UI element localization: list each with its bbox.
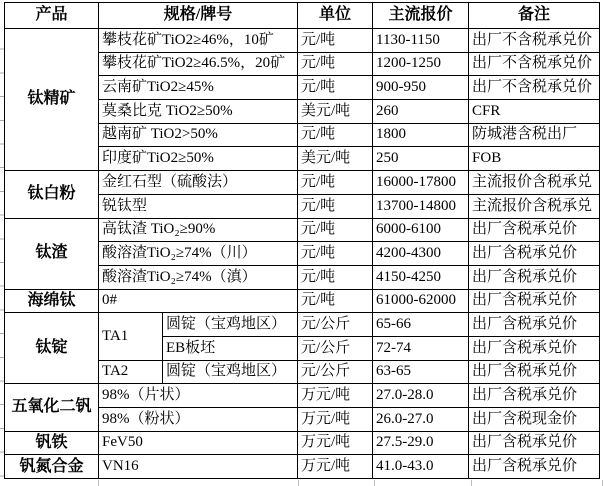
note-cell: 出厂含税承兑价 bbox=[469, 455, 600, 479]
unit-cell: 万元/吨 bbox=[298, 455, 373, 479]
unit-cell: 美元/吨 bbox=[298, 100, 373, 124]
spec-cell: 印度矿TiO2≥50% bbox=[99, 147, 298, 171]
unit-cell: 元/吨 bbox=[298, 171, 373, 195]
product-group-cell: 钛白粉 bbox=[5, 171, 99, 218]
price-cell: 6000-6100 bbox=[373, 218, 469, 242]
table-row bbox=[5, 431, 600, 455]
unit-cell: 元/公斤 bbox=[298, 313, 373, 337]
note-cell: 出厂含税承兑价 bbox=[469, 218, 600, 242]
spec-cell: 高钛渣 TiO₂≥90% bbox=[99, 218, 298, 242]
spec-cell: 攀枝花矿TiO2≥46%，10矿 bbox=[99, 29, 298, 53]
price-cell: 72-74 bbox=[373, 336, 469, 360]
spec-cell: 0# bbox=[99, 289, 298, 313]
col-header-product: 产品 bbox=[5, 3, 99, 29]
unit-cell: 元/吨 bbox=[298, 123, 373, 147]
excel-gridline-bottom-stubs bbox=[4, 480, 603, 486]
note-cell: 出厂含税承兑价 bbox=[469, 242, 600, 266]
unit-cell: 元/公斤 bbox=[298, 360, 373, 384]
spec-form-cell: 圆锭（宝鸡地区） bbox=[163, 360, 298, 384]
price-cell: 1130-1150 bbox=[373, 29, 469, 53]
price-cell: 61000-62000 bbox=[373, 289, 469, 313]
spec-cell: 云南矿TiO2≥45% bbox=[99, 76, 298, 100]
price-cell: 900-950 bbox=[373, 76, 469, 100]
spec-cell: FeV50 bbox=[99, 431, 298, 455]
unit-cell: 元/吨 bbox=[298, 265, 373, 289]
price-cell: 26.0-27.0 bbox=[373, 408, 469, 432]
price-cell: 260 bbox=[373, 100, 469, 124]
spec-cell: 越南矿 TiO2>50% bbox=[99, 123, 298, 147]
note-cell: 出厂不含税承兑价 bbox=[469, 76, 600, 100]
table-row bbox=[5, 455, 600, 479]
product-group-cell: 钒氮合金 bbox=[5, 455, 99, 479]
spec-cell: 攀枝花矿TiO2≥46.5%，20矿 bbox=[99, 52, 298, 76]
unit-cell: 元/吨 bbox=[298, 218, 373, 242]
note-cell: 出厂含税承兑价 bbox=[469, 289, 600, 313]
product-group-cell: 钛锭 bbox=[5, 313, 99, 384]
unit-cell: 元/吨 bbox=[298, 52, 373, 76]
table-row bbox=[5, 171, 600, 195]
note-cell: 防城港含税出厂 bbox=[469, 123, 600, 147]
price-cell: 27.5-29.0 bbox=[373, 431, 469, 455]
spec-form-cell: 圆锭（宝鸡地区） bbox=[163, 313, 298, 337]
table-header-row bbox=[5, 3, 600, 29]
table-row bbox=[5, 29, 600, 53]
unit-cell: 元/公斤 bbox=[298, 336, 373, 360]
price-cell: 41.0-43.0 bbox=[373, 455, 469, 479]
spec-cell: 酸溶渣TiO₂≥74%（滇） bbox=[99, 265, 298, 289]
spec-form-cell: EB板坯 bbox=[163, 336, 298, 360]
unit-cell: 万元/吨 bbox=[298, 431, 373, 455]
price-cell: 27.0-28.0 bbox=[373, 384, 469, 408]
price-cell: 1800 bbox=[373, 123, 469, 147]
price-cell: 4150-4250 bbox=[373, 265, 469, 289]
spec-cell: 98%（片状） bbox=[99, 384, 298, 408]
spec-grade-cell: TA1 bbox=[99, 313, 163, 360]
unit-cell: 美元/吨 bbox=[298, 147, 373, 171]
note-cell: 出厂含税承兑价 bbox=[469, 360, 600, 384]
price-cell: 250 bbox=[373, 147, 469, 171]
note-cell: 出厂含税现金价 bbox=[469, 408, 600, 432]
table-row bbox=[5, 313, 600, 337]
note-cell: 主流报价含税承兑 bbox=[469, 194, 600, 218]
price-cell: 63-65 bbox=[373, 360, 469, 384]
price-cell: 4200-4300 bbox=[373, 242, 469, 266]
table-row bbox=[5, 384, 600, 408]
product-group-cell: 钛精矿 bbox=[5, 29, 99, 171]
product-group-cell: 五氧化二钒 bbox=[5, 384, 99, 431]
unit-cell: 万元/吨 bbox=[298, 408, 373, 432]
note-cell: 出厂含税承兑价 bbox=[469, 431, 600, 455]
unit-cell: 元/吨 bbox=[298, 242, 373, 266]
unit-cell: 元/吨 bbox=[298, 289, 373, 313]
unit-cell: 元/吨 bbox=[298, 194, 373, 218]
price-cell: 1200-1250 bbox=[373, 52, 469, 76]
spec-cell: 金红石型（硫酸法） bbox=[99, 171, 298, 195]
note-cell: 出厂不含税承兑价 bbox=[469, 29, 600, 53]
table-row bbox=[5, 289, 600, 313]
note-cell: 出厂含税承兑价 bbox=[469, 265, 600, 289]
spec-cell: VN16 bbox=[99, 455, 298, 479]
spec-cell: 锐钛型 bbox=[99, 194, 298, 218]
col-header-note: 备注 bbox=[469, 3, 600, 29]
note-cell: 主流报价含税承兑 bbox=[469, 171, 600, 195]
spec-grade-cell: TA2 bbox=[99, 360, 163, 384]
note-cell: 出厂含税承兑价 bbox=[469, 313, 600, 337]
spec-cell: 98%（粉状） bbox=[99, 408, 298, 432]
unit-cell: 万元/吨 bbox=[298, 384, 373, 408]
note-cell: 出厂含税承兑价 bbox=[469, 384, 600, 408]
product-group-cell: 钒铁 bbox=[5, 431, 99, 455]
note-cell: 出厂含税承兑价 bbox=[469, 336, 600, 360]
col-header-spec: 规格/牌号 bbox=[99, 3, 298, 29]
spec-cell: 酸溶渣TiO₂≥74%（川） bbox=[99, 242, 298, 266]
product-group-cell: 海绵钛 bbox=[5, 289, 99, 313]
table-row bbox=[5, 218, 600, 242]
col-header-price: 主流报价 bbox=[373, 3, 469, 29]
price-cell: 16000-17800 bbox=[373, 171, 469, 195]
note-cell: 出厂不含税承兑价 bbox=[469, 52, 600, 76]
unit-cell: 元/吨 bbox=[298, 76, 373, 100]
price-cell: 65-66 bbox=[373, 313, 469, 337]
col-header-unit: 单位 bbox=[298, 3, 373, 29]
price-cell: 13700-14800 bbox=[373, 194, 469, 218]
spec-cell: 莫桑比克 TiO2≥50% bbox=[99, 100, 298, 124]
unit-cell: 元/吨 bbox=[298, 29, 373, 53]
note-cell: CFR bbox=[469, 100, 600, 124]
price-table bbox=[4, 2, 600, 479]
note-cell: FOB bbox=[469, 147, 600, 171]
product-group-cell: 钛渣 bbox=[5, 218, 99, 289]
